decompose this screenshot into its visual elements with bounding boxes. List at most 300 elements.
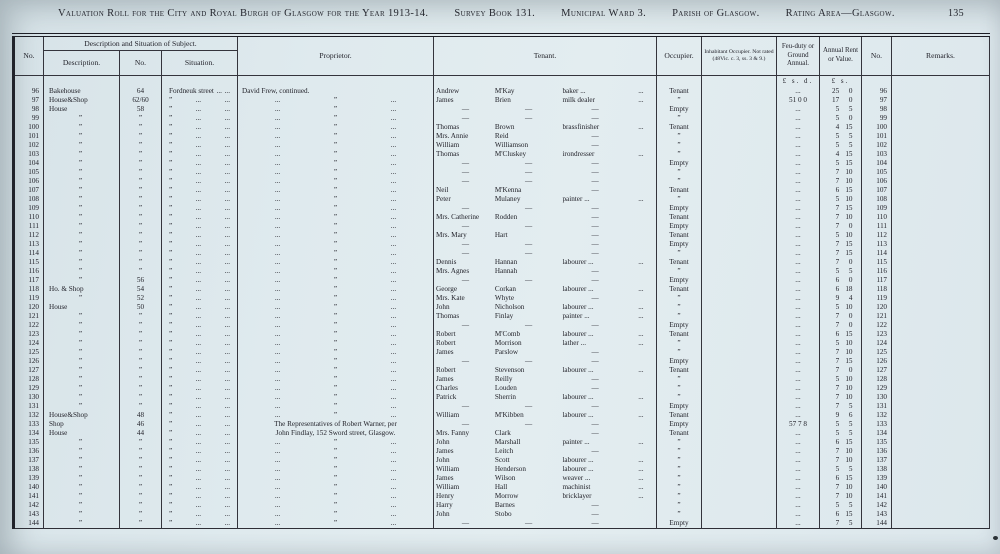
tenant-part: Hannan bbox=[494, 257, 518, 266]
cell-entry-no: 120 bbox=[14, 303, 44, 312]
cell-entry-no: 102 bbox=[14, 141, 44, 150]
cell-fragment: ” bbox=[169, 131, 173, 140]
cell-occupier: ” bbox=[657, 465, 702, 474]
cell-description: ” bbox=[44, 438, 120, 447]
cell-tenant bbox=[434, 276, 657, 285]
cell-feu-duty: ... bbox=[777, 339, 820, 348]
cell-entry-no-right: 113 bbox=[862, 240, 892, 249]
tenant-part: — bbox=[461, 356, 470, 365]
cell-occupier: Tenant bbox=[657, 285, 702, 294]
cell-feu-duty: ... bbox=[777, 240, 820, 249]
cell-fragment: ... bbox=[390, 401, 397, 410]
rating-area-label: Rating Area—Glasgow. bbox=[785, 8, 895, 19]
cell-fragment: ... bbox=[224, 392, 230, 401]
cell-fragment: ... bbox=[274, 176, 281, 185]
table-row bbox=[14, 87, 990, 96]
rent-shillings: 10 bbox=[845, 302, 853, 311]
cell-entry-no-right: 106 bbox=[862, 177, 892, 186]
cell-annual-rent bbox=[820, 348, 862, 357]
cell-fragment: ... bbox=[390, 203, 397, 212]
table-row bbox=[14, 141, 990, 150]
cell-entry-no-right: 107 bbox=[862, 186, 892, 195]
col-header-tenant: Tenant. bbox=[434, 35, 657, 75]
tenant-part: — bbox=[591, 185, 599, 194]
cell-annual-rent bbox=[820, 474, 862, 483]
cell-fragment: ... bbox=[274, 113, 281, 122]
tenant-part bbox=[628, 519, 654, 528]
table-row bbox=[14, 348, 990, 357]
rent-shillings: 10 bbox=[845, 176, 853, 185]
table-row bbox=[14, 456, 990, 465]
rent-shillings: 15 bbox=[845, 248, 853, 257]
cell-annual-rent bbox=[820, 366, 862, 375]
cell-fragment: ” bbox=[333, 446, 338, 455]
cell-fragment: ... bbox=[390, 446, 397, 455]
cell-annual-rent bbox=[820, 159, 862, 168]
tenant-part: James bbox=[436, 95, 454, 104]
cell-remarks bbox=[892, 294, 990, 303]
cell-annual-rent bbox=[820, 492, 862, 501]
cell-proprietor bbox=[238, 168, 434, 177]
cell-situation bbox=[162, 420, 238, 429]
cell-inhabitant-occupier bbox=[702, 267, 777, 276]
cell-house-no: ” bbox=[120, 321, 162, 330]
cell-description: Bakehouse bbox=[44, 87, 120, 96]
tenant-part: — bbox=[525, 203, 533, 212]
cell-situation bbox=[162, 384, 238, 393]
cell-entry-no-right: 136 bbox=[862, 447, 892, 456]
cell-fragment: ... bbox=[274, 455, 281, 464]
cell-remarks bbox=[892, 321, 990, 330]
cell-fragment: ” bbox=[169, 212, 173, 221]
cell-entry-no: 130 bbox=[14, 393, 44, 402]
cell-entry-no-right: 135 bbox=[862, 438, 892, 447]
cell-description: ” bbox=[44, 492, 120, 501]
rent-pounds: 9 bbox=[835, 293, 840, 302]
cell-house-no: 62/60 bbox=[120, 96, 162, 105]
cell-fragment: ... bbox=[274, 149, 281, 158]
tenant-part: ... bbox=[638, 149, 644, 158]
cell-annual-rent bbox=[820, 510, 862, 519]
cell-fragment: ... bbox=[224, 194, 230, 203]
cell-fragment: ... bbox=[195, 185, 202, 194]
cell-occupier: ” bbox=[657, 150, 702, 159]
cell-situation bbox=[162, 348, 238, 357]
tenant-part: James bbox=[436, 473, 454, 482]
cell-entry-no-right: 144 bbox=[862, 519, 892, 529]
rent-shillings: 0 bbox=[848, 275, 853, 284]
cell-description: ” bbox=[44, 474, 120, 483]
cell-entry-no-right: 119 bbox=[862, 294, 892, 303]
cell-tenant bbox=[434, 474, 657, 483]
table-row bbox=[14, 249, 990, 258]
cell-fragment: ... bbox=[224, 275, 230, 284]
table-row bbox=[14, 186, 990, 195]
cell-proprietor bbox=[238, 519, 434, 529]
cell-situation bbox=[162, 510, 238, 519]
tenant-part: Mrs. Mary bbox=[436, 230, 467, 239]
cell-fragment: ... bbox=[216, 86, 222, 95]
cell-situation bbox=[162, 186, 238, 195]
cell-proprietor bbox=[238, 501, 434, 510]
tenant-part: labourer ... bbox=[562, 392, 594, 401]
table-row bbox=[14, 276, 990, 285]
cell-description: ” bbox=[44, 519, 120, 529]
tenant-part bbox=[628, 168, 654, 177]
cell-house-no: ” bbox=[120, 186, 162, 195]
table-row bbox=[14, 204, 990, 213]
tenant-part: — bbox=[525, 248, 533, 257]
rent-pounds: 6 bbox=[835, 437, 840, 446]
tenant-part: William bbox=[436, 482, 460, 491]
cell-fragment: ” bbox=[169, 221, 173, 230]
cell-fragment: ” bbox=[169, 491, 173, 500]
rent-shillings: 15 bbox=[845, 122, 853, 131]
cell-feu-duty: ... bbox=[777, 159, 820, 168]
cell-inhabitant-occupier bbox=[702, 321, 777, 330]
cell-description: House&Shop bbox=[44, 96, 120, 105]
tenant-part: — bbox=[461, 167, 470, 176]
parish-label: Parish of Glasgow. bbox=[672, 8, 760, 19]
cell-house-no: ” bbox=[120, 384, 162, 393]
cell-entry-no-right: 140 bbox=[862, 483, 892, 492]
cell-house-no: ” bbox=[120, 141, 162, 150]
cell-fragment: ... bbox=[274, 347, 281, 356]
cell-house-no: ” bbox=[120, 357, 162, 366]
tenant-part bbox=[628, 501, 654, 510]
tenant-part: — bbox=[461, 113, 470, 122]
tenant-part: Reid bbox=[494, 131, 509, 140]
rent-shillings: 5 bbox=[848, 104, 853, 113]
cell-fragment: ... bbox=[224, 86, 230, 95]
table-row bbox=[14, 114, 990, 123]
tenant-part: ... bbox=[638, 392, 644, 401]
cell-tenant bbox=[434, 159, 657, 168]
cell-situation bbox=[162, 204, 238, 213]
cell-fragment: ... bbox=[224, 464, 230, 473]
rent-shillings: 10 bbox=[845, 455, 853, 464]
cell-remarks bbox=[892, 159, 990, 168]
cell-inhabitant-occupier bbox=[702, 177, 777, 186]
cell-fragment: ” bbox=[333, 338, 338, 347]
cell-fragment: ... bbox=[390, 185, 397, 194]
rent-pounds: 7 bbox=[835, 239, 840, 248]
cell-occupier: ” bbox=[657, 438, 702, 447]
tenant-part: painter ... bbox=[562, 194, 590, 203]
cell-entry-no: 139 bbox=[14, 474, 44, 483]
tenant-part: labourer ... bbox=[562, 284, 594, 293]
cell-inhabitant-occupier bbox=[702, 141, 777, 150]
cell-situation bbox=[162, 429, 238, 438]
cell-occupier: Tenant bbox=[657, 258, 702, 267]
rent-shillings: 10 bbox=[845, 212, 853, 221]
cell-fragment: ... bbox=[195, 482, 202, 491]
tenant-part: Rodden bbox=[494, 212, 518, 221]
cell-entry-no-right: 100 bbox=[862, 123, 892, 132]
cell-situation bbox=[162, 483, 238, 492]
cell-house-no: 44 bbox=[120, 429, 162, 438]
tenant-part: ... bbox=[638, 410, 644, 419]
cell-situation bbox=[162, 114, 238, 123]
cell-remarks bbox=[892, 456, 990, 465]
rent-pounds: 5 bbox=[835, 302, 840, 311]
cell-fragment: ” bbox=[169, 365, 173, 374]
tenant-part: Morrison bbox=[494, 338, 522, 347]
tenant-part: Harry bbox=[436, 500, 453, 509]
table-row bbox=[14, 168, 990, 177]
cell-fragment: ... bbox=[224, 230, 230, 239]
rent-shillings: 0 bbox=[848, 113, 853, 122]
cell-fragment: ... bbox=[224, 482, 230, 491]
cell-feu-duty: ... bbox=[777, 483, 820, 492]
cell-annual-rent bbox=[820, 141, 862, 150]
cell-feu-duty: ... bbox=[777, 123, 820, 132]
cell-fragment: ... bbox=[224, 203, 230, 212]
cell-fragment: ” bbox=[333, 401, 338, 410]
cell-situation bbox=[162, 402, 238, 411]
cell-entry-no: 118 bbox=[14, 285, 44, 294]
rent-shillings: 10 bbox=[845, 491, 853, 500]
rent-shillings: 15 bbox=[845, 203, 853, 212]
cell-description: ” bbox=[44, 339, 120, 348]
cell-inhabitant-occupier bbox=[702, 510, 777, 519]
cell-fragment: ... bbox=[390, 500, 397, 509]
cell-house-no: 64 bbox=[120, 87, 162, 96]
rent-shillings: 15 bbox=[845, 356, 853, 365]
cell-proprietor: David Frew, continued. bbox=[238, 87, 434, 96]
cell-occupier: ” bbox=[657, 96, 702, 105]
col-header-inhabitant-occupier: Inhabitant Occupier. Not rated (48Vic. c. 3, ss. 3 & 9.) bbox=[702, 35, 777, 75]
cell-fragment: ” bbox=[169, 473, 173, 482]
rent-pounds: 7 bbox=[835, 248, 840, 257]
cell-remarks bbox=[892, 438, 990, 447]
cell-feu-duty: ... bbox=[777, 168, 820, 177]
cell-fragment: ... bbox=[224, 167, 230, 176]
rent-shillings: 5 bbox=[848, 500, 853, 509]
cell-feu-duty: ... bbox=[777, 492, 820, 501]
cell-entry-no: 143 bbox=[14, 510, 44, 519]
tenant-part bbox=[628, 213, 654, 222]
table-row bbox=[14, 474, 990, 483]
cell-occupier: ” bbox=[657, 447, 702, 456]
cell-fragment: ... bbox=[195, 356, 202, 365]
cell-fragment: ” bbox=[333, 140, 338, 149]
rent-shillings: 5 bbox=[848, 131, 853, 140]
rent-pounds: 7 bbox=[835, 347, 840, 356]
cell-fragment: ... bbox=[195, 230, 202, 239]
table-row bbox=[14, 312, 990, 321]
cell-remarks bbox=[892, 150, 990, 159]
cell-entry-no: 103 bbox=[14, 150, 44, 159]
cell-tenant bbox=[434, 249, 657, 258]
cell-fragment: ” bbox=[333, 239, 338, 248]
rent-shillings: 15 bbox=[845, 329, 853, 338]
cell-annual-rent bbox=[820, 222, 862, 231]
cell-fragment: ... bbox=[274, 410, 281, 419]
cell-occupier: Empty bbox=[657, 420, 702, 429]
rent-shillings: 10 bbox=[845, 194, 853, 203]
cell-feu-duty: ... bbox=[777, 510, 820, 519]
cell-feu-duty: ... bbox=[777, 312, 820, 321]
cell-entry-no-right: 132 bbox=[862, 411, 892, 420]
rent-shillings: 4 bbox=[848, 293, 853, 302]
cell-entry-no: 141 bbox=[14, 492, 44, 501]
rent-shillings: 18 bbox=[845, 284, 853, 293]
cell-fragment: ... bbox=[195, 122, 202, 131]
cell-description: ” bbox=[44, 123, 120, 132]
cell-tenant bbox=[434, 438, 657, 447]
cell-fragment: ... bbox=[274, 104, 281, 113]
tenant-part: baker ... bbox=[562, 86, 586, 95]
cell-remarks bbox=[892, 285, 990, 294]
cell-house-no: 52 bbox=[120, 294, 162, 303]
tenant-part: Brien bbox=[494, 95, 511, 104]
cell-fragment: ... bbox=[390, 365, 397, 374]
cell-fragment: ” bbox=[333, 365, 338, 374]
cell-fragment: ... bbox=[195, 365, 202, 374]
rent-shillings: 5 bbox=[848, 266, 853, 275]
cell-house-no: 46 bbox=[120, 420, 162, 429]
table-row bbox=[14, 303, 990, 312]
cell-occupier: ” bbox=[657, 474, 702, 483]
cell-proprietor bbox=[238, 402, 434, 411]
cell-fragment: ... bbox=[224, 185, 230, 194]
cell-fragment: ” bbox=[169, 113, 173, 122]
cell-entry-no: 108 bbox=[14, 195, 44, 204]
cell-proprietor bbox=[238, 240, 434, 249]
cell-annual-rent bbox=[820, 357, 862, 366]
cell-situation bbox=[162, 249, 238, 258]
cell-occupier: ” bbox=[657, 195, 702, 204]
tenant-part: ... bbox=[638, 302, 644, 311]
cell-annual-rent bbox=[820, 96, 862, 105]
tenant-part: ... bbox=[638, 311, 644, 320]
cell-entry-no: 127 bbox=[14, 366, 44, 375]
cell-fragment: ... bbox=[390, 212, 397, 221]
rent-shillings: 6 bbox=[848, 410, 853, 419]
cell-situation bbox=[162, 438, 238, 447]
tenant-part: Scott bbox=[494, 455, 510, 464]
rent-pounds: 5 bbox=[835, 338, 840, 347]
cell-entry-no: 133 bbox=[14, 420, 44, 429]
cell-remarks bbox=[892, 384, 990, 393]
cell-feu-duty: ... bbox=[777, 393, 820, 402]
tenant-part: — bbox=[591, 176, 599, 185]
cell-feu-duty: ... bbox=[777, 465, 820, 474]
tenant-part: Mrs. Agnes bbox=[436, 266, 470, 275]
cell-description: ” bbox=[44, 402, 120, 411]
cell-fragment: ” bbox=[169, 464, 173, 473]
cell-fragment: ... bbox=[274, 158, 281, 167]
cell-entry-no: 126 bbox=[14, 357, 44, 366]
tenant-part: — bbox=[525, 518, 533, 527]
cell-remarks bbox=[892, 375, 990, 384]
units-cell bbox=[44, 75, 120, 87]
cell-fragment: ” bbox=[169, 374, 173, 383]
cell-fragment: ... bbox=[274, 284, 281, 293]
cell-description: ” bbox=[44, 159, 120, 168]
cell-occupier: ” bbox=[657, 132, 702, 141]
cell-fragment: ” bbox=[333, 383, 338, 392]
col-header-annual-rent: Annual Rent or Value. bbox=[820, 35, 862, 75]
tenant-part: Barnes bbox=[494, 500, 515, 509]
cell-fragment: ... bbox=[224, 491, 230, 500]
cell-tenant bbox=[434, 285, 657, 294]
cell-inhabitant-occupier bbox=[702, 519, 777, 529]
tenant-part: — bbox=[461, 248, 470, 257]
cell-situation bbox=[162, 330, 238, 339]
cell-situation bbox=[162, 132, 238, 141]
rent-pounds: 4 bbox=[835, 149, 840, 158]
cell-feu-duty: ... bbox=[777, 195, 820, 204]
tenant-part: — bbox=[591, 500, 599, 509]
cell-fragment: ... bbox=[274, 122, 281, 131]
cell-fragment: ... bbox=[274, 221, 281, 230]
table-row bbox=[14, 105, 990, 114]
table-row bbox=[14, 159, 990, 168]
cell-inhabitant-occupier bbox=[702, 105, 777, 114]
cell-fragment: Fordneuk street bbox=[169, 86, 214, 95]
cell-fragment: ” bbox=[333, 176, 338, 185]
rent-pounds: 5 bbox=[835, 131, 840, 140]
rent-shillings: 5 bbox=[848, 140, 853, 149]
cell-fragment: ” bbox=[333, 491, 338, 500]
cell-fragment: ... bbox=[224, 473, 230, 482]
cell-occupier: ” bbox=[657, 393, 702, 402]
cell-fragment: ” bbox=[169, 104, 173, 113]
tenant-part: Clark bbox=[494, 428, 511, 437]
cell-fragment: ... bbox=[274, 167, 281, 176]
rent-shillings: 5 bbox=[848, 419, 853, 428]
cell-inhabitant-occupier bbox=[702, 357, 777, 366]
cell-proprietor bbox=[238, 303, 434, 312]
cell-fragment: ... bbox=[224, 347, 230, 356]
cell-occupier: ” bbox=[657, 249, 702, 258]
cell-fragment: ” bbox=[333, 500, 338, 509]
rent-pounds: 5 bbox=[835, 104, 840, 113]
cell-fragment: ... bbox=[390, 257, 397, 266]
cell-situation bbox=[162, 276, 238, 285]
col-header-no-right: No. bbox=[862, 35, 892, 75]
cell-entry-no-right: 116 bbox=[862, 267, 892, 276]
cell-tenant bbox=[434, 141, 657, 150]
cell-inhabitant-occupier bbox=[702, 231, 777, 240]
cell-fragment: ... bbox=[195, 140, 202, 149]
cell-annual-rent bbox=[820, 519, 862, 529]
cell-fragment: ” bbox=[333, 284, 338, 293]
cell-feu-duty: ... bbox=[777, 294, 820, 303]
cell-description: Shop bbox=[44, 420, 120, 429]
cell-entry-no: 134 bbox=[14, 429, 44, 438]
cell-fragment: ... bbox=[390, 104, 397, 113]
cell-fragment: ... bbox=[224, 248, 230, 257]
tenant-part: M'Kay bbox=[494, 86, 515, 95]
tenant-part: Marshall bbox=[494, 437, 521, 446]
cell-tenant bbox=[434, 177, 657, 186]
tenant-part: — bbox=[591, 266, 599, 275]
cell-occupier: ” bbox=[657, 348, 702, 357]
cell-house-no: ” bbox=[120, 438, 162, 447]
rent-pounds: 7 bbox=[835, 446, 840, 455]
cell-fragment: ... bbox=[195, 392, 202, 401]
cell-feu-duty: ... bbox=[777, 375, 820, 384]
cell-proprietor bbox=[238, 330, 434, 339]
cell-occupier: ” bbox=[657, 456, 702, 465]
cell-annual-rent bbox=[820, 402, 862, 411]
cell-entry-no-right: 143 bbox=[862, 510, 892, 519]
cell-description: House bbox=[44, 429, 120, 438]
cell-fragment: ... bbox=[390, 239, 397, 248]
